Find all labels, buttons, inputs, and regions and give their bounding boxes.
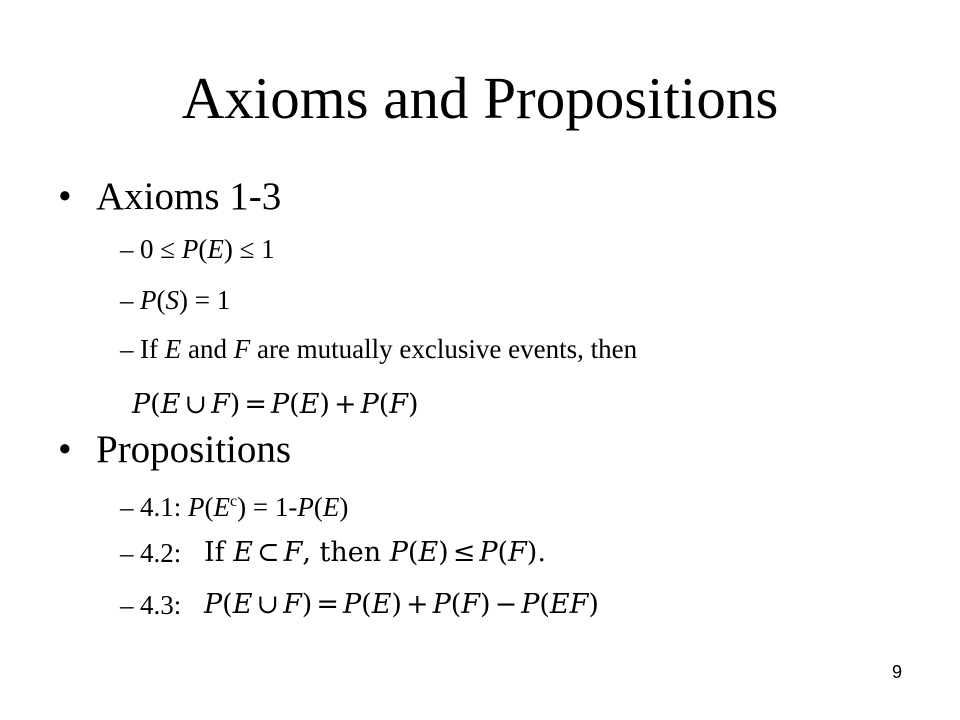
dash: –: [120, 285, 134, 315]
dash: –: [120, 492, 134, 522]
dash: –: [120, 234, 134, 264]
propositions-heading: Propositions: [96, 428, 292, 471]
proposition-4-1: – 4.1: $P(E^c) = 1-P(E)$: [120, 492, 349, 522]
dash: –: [120, 538, 134, 568]
proposition-4-2: – 4.2:: [120, 538, 182, 568]
axiom-item-2: – P(S) = 1: [120, 285, 231, 315]
bullet-axioms: [58, 172, 281, 222]
axiom-item-1: – 0 ≤ P(E) ≤ 1: [120, 234, 275, 264]
bullet-dot: •: [58, 175, 72, 218]
page-number: 9: [891, 662, 902, 682]
axioms-heading: Axioms 1-3: [96, 175, 282, 218]
slide-title: Axioms and Propositions: [181, 65, 779, 131]
proposition-4-3: – 4.3:: [120, 590, 182, 620]
bullet-propositions: [58, 425, 291, 475]
dash: –: [120, 590, 134, 620]
proposition-4-3-formula: P(E ∪ F) = P(E) + P(F) − P(EF): [204, 589, 599, 620]
dash: –: [120, 334, 134, 364]
bullet-dot: •: [58, 428, 72, 471]
axiom-item-3: – If E and F are mutually exclusive events, then: [120, 334, 638, 364]
proposition-4-2-formula: If E ⊂ F, then P(E) ≤ P(F).: [204, 537, 546, 568]
axiom-3-formula: P(E ∪ F) = P(E) + P(F): [132, 389, 419, 420]
